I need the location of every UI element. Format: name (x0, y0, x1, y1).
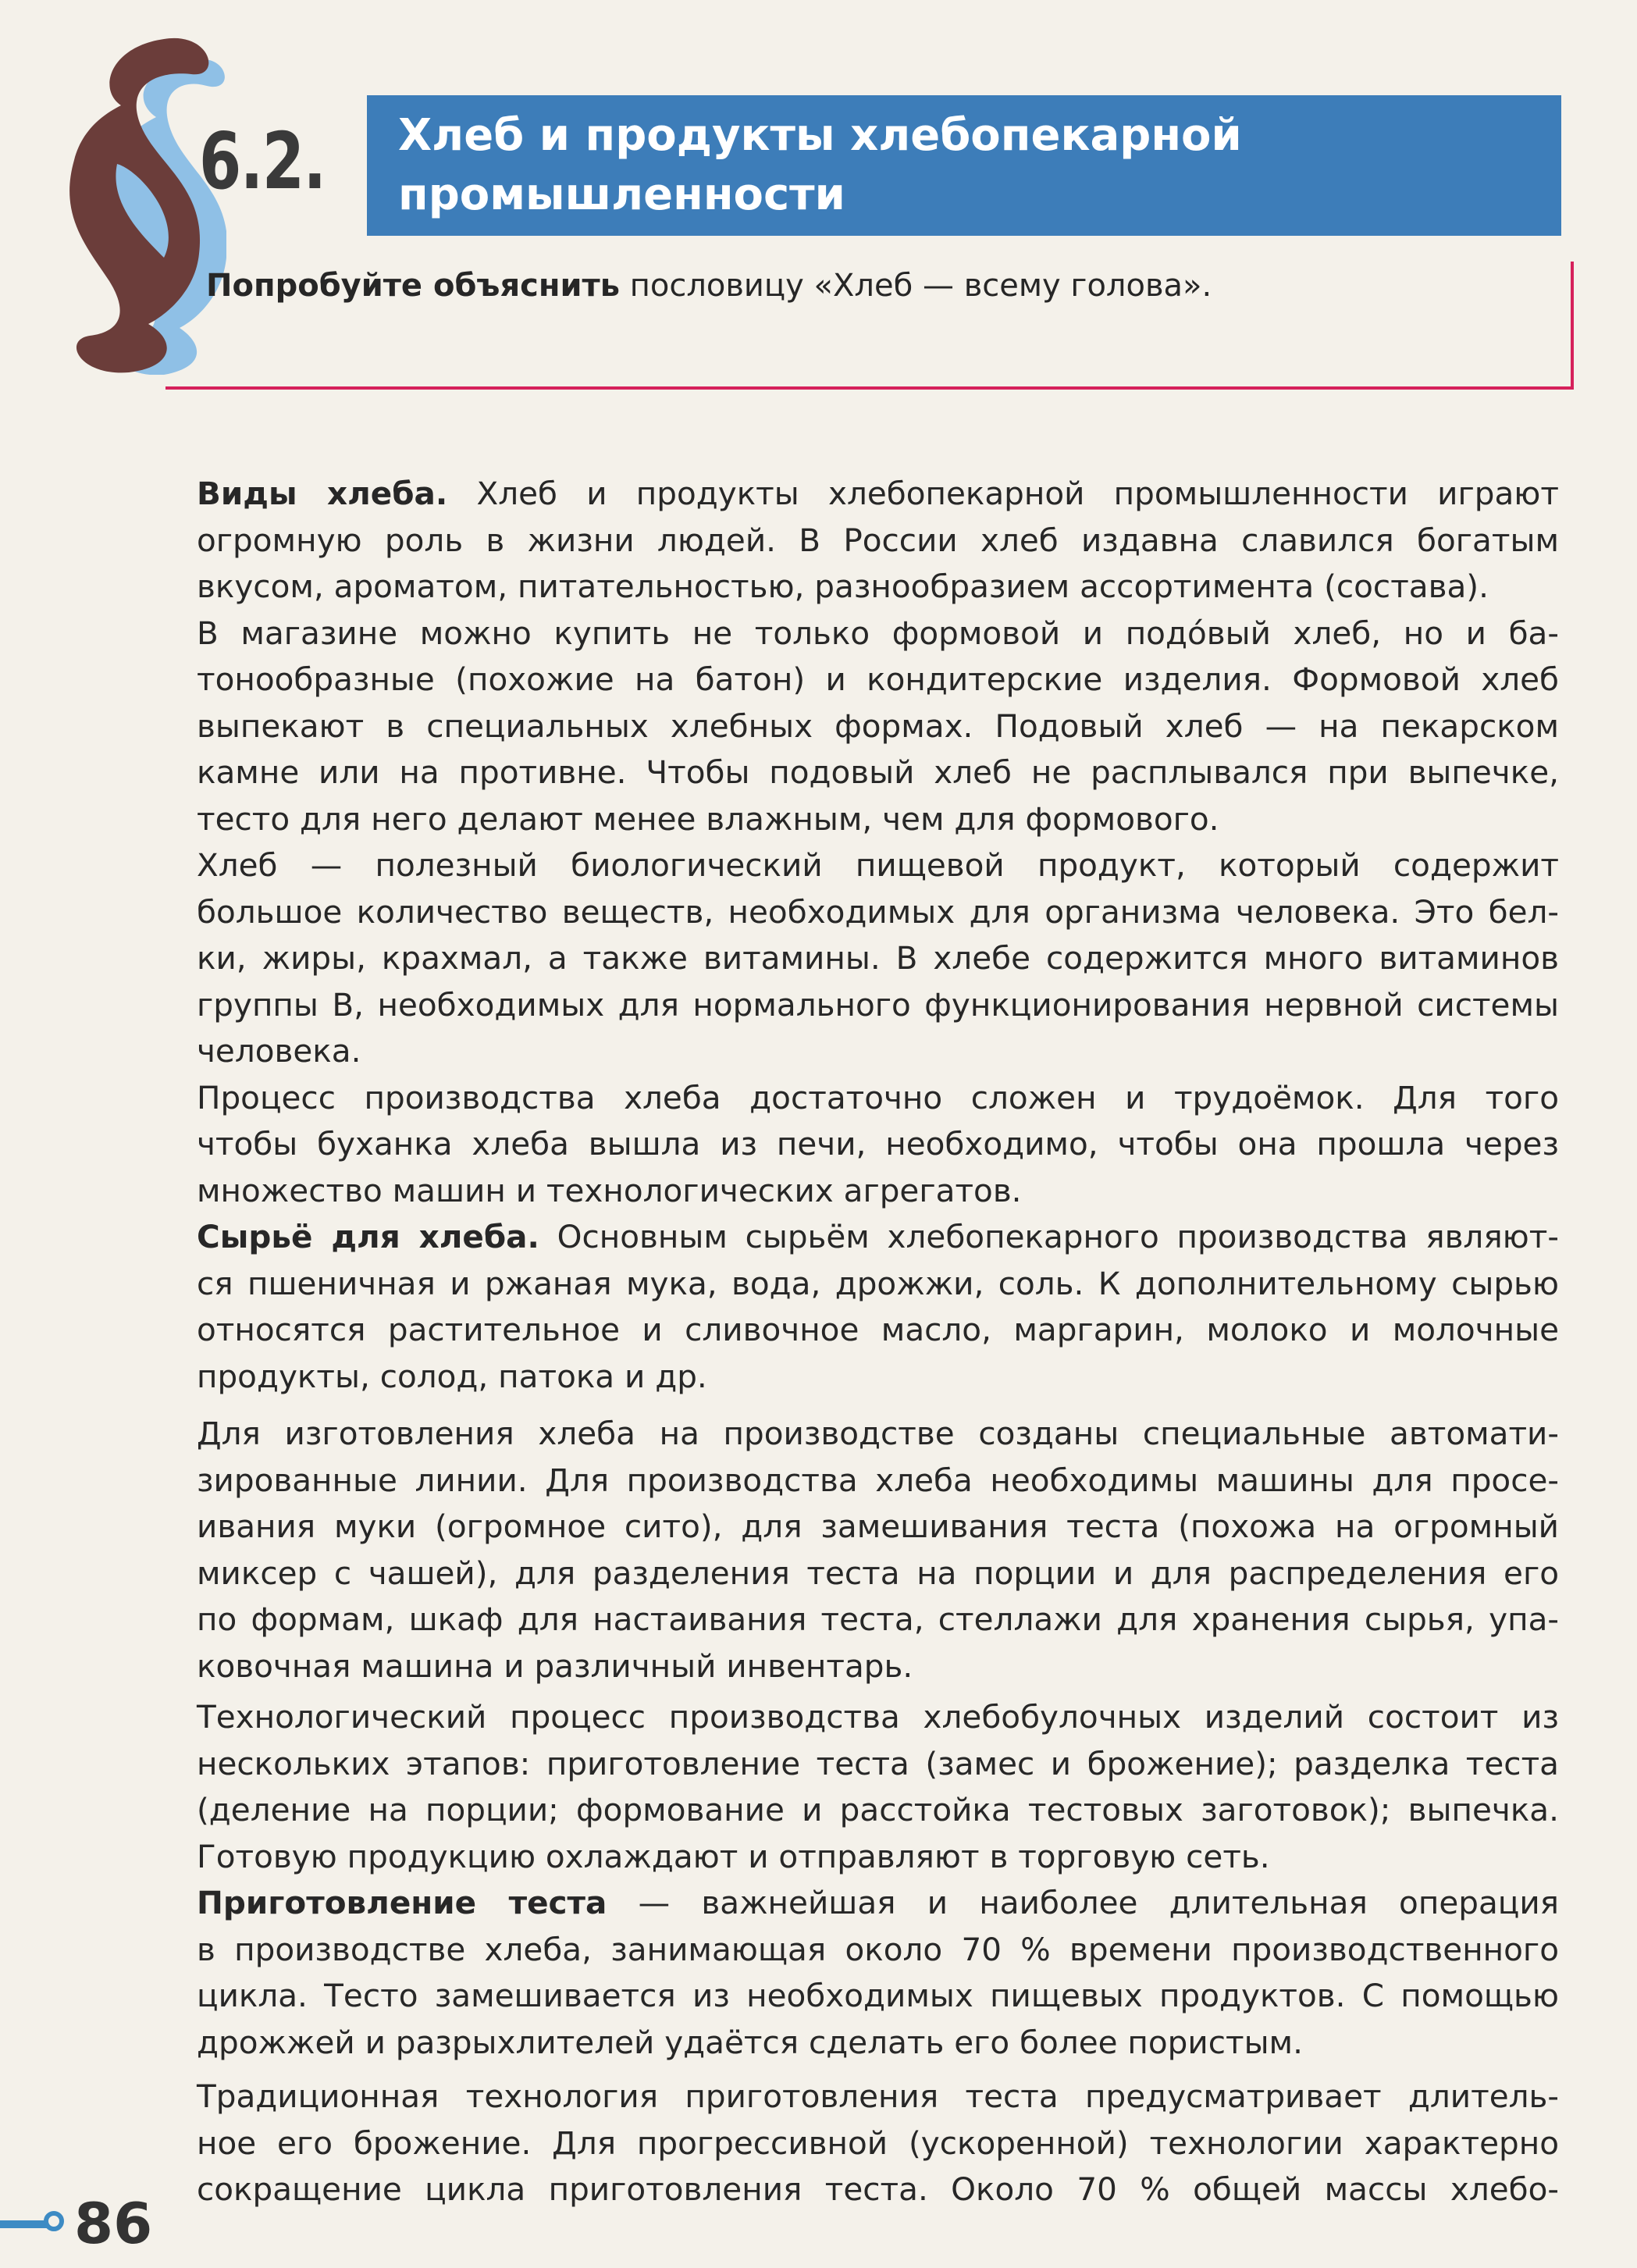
text-line: ковочная машина и различный инвентарь. (197, 1647, 913, 1685)
text-line: продукты, солод, патока и др. (197, 1357, 707, 1395)
paragraph (197, 1075, 1559, 1215)
text-line: камне или на противне. Чтобы подовый хлеб не расплывался при выпечке, (197, 753, 1559, 791)
text-line: нескольких этапов: приготовление теста (замес и брожение); разделка теста (197, 1744, 1559, 1782)
text-line: в производстве хлеба, занимающая около 70 % времени производственного (197, 1930, 1559, 1968)
text-line: группы В, необходимых для нормального функционирования нервной системы (197, 985, 1559, 1024)
text-line: Готовую продукцию охлаждают и отправляют в торговую сеть. (197, 1837, 1270, 1875)
text-line: (деление на порции; формование и расстойка тестовых заготовок); выпечка. (197, 1791, 1559, 1828)
paragraph (197, 842, 1559, 1075)
text-line: цикла. Тесто замешивается из необходимых пищевых продуктов. С помощью (197, 1977, 1559, 2014)
paragraph (197, 1694, 1559, 1880)
text-line: вкусом, ароматом, питательностью, разнообразием ассортимента (состава). (197, 568, 1489, 605)
text-line: большое количество веществ, необходимых для организма человека. Это бел- (197, 892, 1559, 931)
question-prompt (206, 264, 1212, 308)
paragraph (197, 611, 1559, 843)
text-line: ное его брожение. Для прогрессивной (ускоренной) технологии характерно (197, 2124, 1559, 2162)
paragraph (197, 1411, 1559, 1689)
text-line: тесто для него делают менее влажным, чем для формового. (197, 799, 1219, 838)
text-line: дрожжей и разрыхлителей удаётся сделать его более пористым. (197, 2023, 1303, 2061)
text-line: В магазине можно купить не только формовой и подóвый хлеб, но и ба- (197, 614, 1559, 652)
text-line: сокращение цикла приготовления теста. Около 70 % общей массы хлебо- (197, 2170, 1559, 2208)
paragraph-lead: Виды хлеба. (197, 475, 448, 512)
section-number: 6.2. (199, 116, 326, 207)
paragraph (197, 1214, 1559, 1400)
page-marker-dot (44, 2211, 64, 2231)
paragraph (197, 2074, 1559, 2213)
line-text: Основным сырьём хлебопекарного производства являют- (539, 1218, 1559, 1255)
page-number: 86 (74, 2191, 153, 2256)
page-number-block (0, 2186, 156, 2264)
text-line (197, 471, 1559, 518)
text-line: миксер с чашей), для разделения теста на порции и для распределения его (197, 1554, 1559, 1592)
body-text (197, 471, 1559, 2213)
text-line (197, 1214, 1559, 1261)
paragraph-lead: Сырьё для хлеба. (197, 1218, 539, 1255)
paragraph-lead: Приготовление теста (197, 1884, 607, 1921)
text-line: чтобы буханка хлеба вышла из печи, необходимо, чтобы она прошла через (197, 1125, 1559, 1162)
text-line: ивания муки (огромное сито), для замешивания теста (похожа на огромный (197, 1508, 1559, 1545)
section-title-line-1: Хлеб и продукты хлебопекарной (398, 110, 1242, 161)
text-line: ся пшеничная и ржаная мука, вода, дрожжи, соль. К дополнительному сырью (197, 1264, 1559, 1302)
text-line: Для изготовления хлеба на производстве созданы специальные автомати- (197, 1415, 1559, 1452)
text-line: Традиционная технология приготовления теста предусматривает длитель- (197, 2078, 1559, 2115)
text-line: ки, жиры, крахмал, а также витамины. В хлебе содержится много витаминов (197, 939, 1559, 977)
text-line: множество машин и технологических агрегатов. (197, 1171, 1022, 1209)
text-line: зированные линии. Для производства хлеба необходимы машины для просе- (197, 1461, 1559, 1499)
text-line: Хлеб — полезный биологический пищевой продукт, который содержит (197, 846, 1559, 884)
question-lead: Попробуйте объяснить (206, 268, 620, 304)
question-rest: пословицу «Хлеб — всему голова». (619, 268, 1212, 304)
text-line (197, 1880, 1559, 1927)
text-line: относятся растительное и сливочное масло, маргарин, молоко и молочные (197, 1311, 1559, 1348)
section-title (398, 106, 1538, 225)
line-text: — важнейшая и наиболее длительная операция (607, 1884, 1560, 1921)
text-line: выпекают в специальных хлебных формах. Подовый хлеб — на пекарском (197, 707, 1559, 745)
text-line: человека. (197, 1032, 361, 1070)
line-text: Хлеб и продукты хлебопекарной промышленности играют (447, 475, 1559, 512)
section-title-banner (367, 95, 1561, 236)
page-marker-line (0, 2220, 47, 2228)
text-line: по формам, шкаф для настаивания теста, стеллажи для хранения сырья, упа- (197, 1600, 1559, 1638)
text-line: тонообразные (похожие на батон) и кондитерские изделия. Формовой хлеб (197, 660, 1559, 698)
paragraph (197, 471, 1559, 611)
paragraph (197, 1880, 1559, 2066)
section-title-line-2: промышленности (398, 169, 845, 220)
text-line: огромную роль в жизни людей. В России хлеб издавна славился богатым (197, 521, 1559, 559)
text-line: Технологический процесс производства хлебобулочных изделий состоит из (197, 1698, 1559, 1736)
text-line: Процесс производства хлеба достаточно сложен и трудоёмок. Для того (197, 1078, 1559, 1116)
